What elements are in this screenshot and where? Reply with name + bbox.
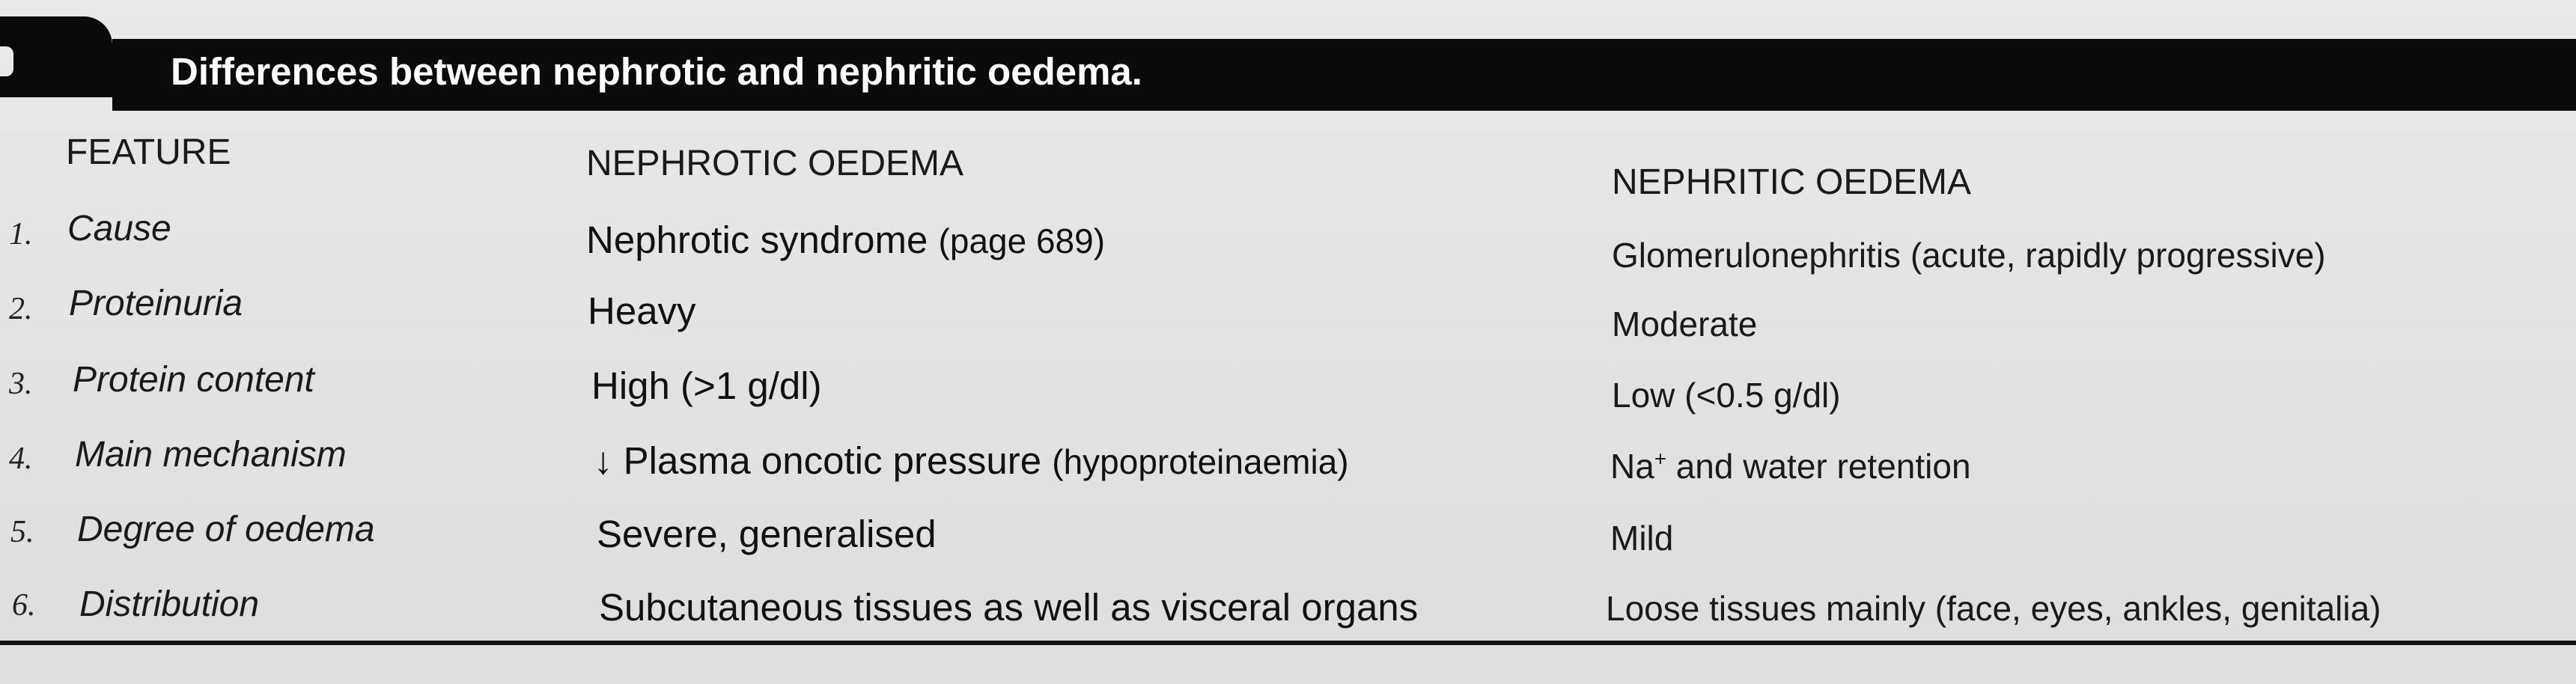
row-number: 5. xyxy=(10,515,34,549)
feature-label: Degree of oedema xyxy=(77,510,375,549)
superscript-plus: + xyxy=(1654,447,1666,471)
row-number: 1. xyxy=(9,217,33,251)
nephritic-main: Na xyxy=(1610,447,1654,486)
row-number: 3. xyxy=(9,367,33,401)
title-bar xyxy=(112,39,2576,111)
bottom-rule xyxy=(0,641,2576,645)
nephrotic-note: (hypoproteinaemia) xyxy=(1052,442,1349,481)
corner-notch xyxy=(0,46,13,76)
nephritic-rest: and water retention xyxy=(1666,447,1971,486)
row-number: 4. xyxy=(9,442,33,476)
nephrotic-main: ↓ Plasma oncotic pressure xyxy=(594,439,1042,482)
nephrotic-note: (page 689) xyxy=(938,222,1106,260)
row-number: 6. xyxy=(12,588,36,623)
nephritic-value: Loose tissues mainly (face, eyes, ankles, genitalia) xyxy=(1606,589,2381,628)
nephritic-value: Glomerulonephritis (acute, rapidly progressive) xyxy=(1612,236,2326,275)
table-title: Differences between nephrotic and nephritic oedema. xyxy=(171,50,1142,93)
feature-label: Protein content xyxy=(73,360,314,400)
nephrotic-value: High (>1 g/dl) xyxy=(591,364,822,407)
nephritic-value: Moderate xyxy=(1612,305,1758,343)
nephrotic-value xyxy=(586,221,1105,259)
feature-label: Main mechanism xyxy=(75,435,347,474)
nephrotic-value: Subcutaneous tissues as well as visceral organs xyxy=(599,586,1419,629)
nephrotic-value xyxy=(594,439,1349,482)
corner-tab xyxy=(0,16,112,97)
header-nephrotic: NEPHROTIC OEDEMA xyxy=(586,144,964,183)
nephritic-value xyxy=(1610,447,1971,486)
feature-label: Proteinuria xyxy=(69,284,243,323)
nephritic-value: Mild xyxy=(1610,519,1674,558)
row-number: 2. xyxy=(9,292,33,326)
nephrotic-value: Heavy xyxy=(588,290,696,332)
header-feature: FEATURE xyxy=(66,132,231,172)
nephrotic-value: Severe, generalised xyxy=(597,513,937,555)
feature-label: Distribution xyxy=(79,584,260,624)
header-nephritic: NEPHRITIC OEDEMA xyxy=(1612,162,1972,202)
feature-label: Cause xyxy=(67,209,171,248)
nephrotic-main: Nephrotic syndrome xyxy=(586,219,928,261)
nephritic-value: Low (<0.5 g/dl) xyxy=(1612,376,1841,415)
